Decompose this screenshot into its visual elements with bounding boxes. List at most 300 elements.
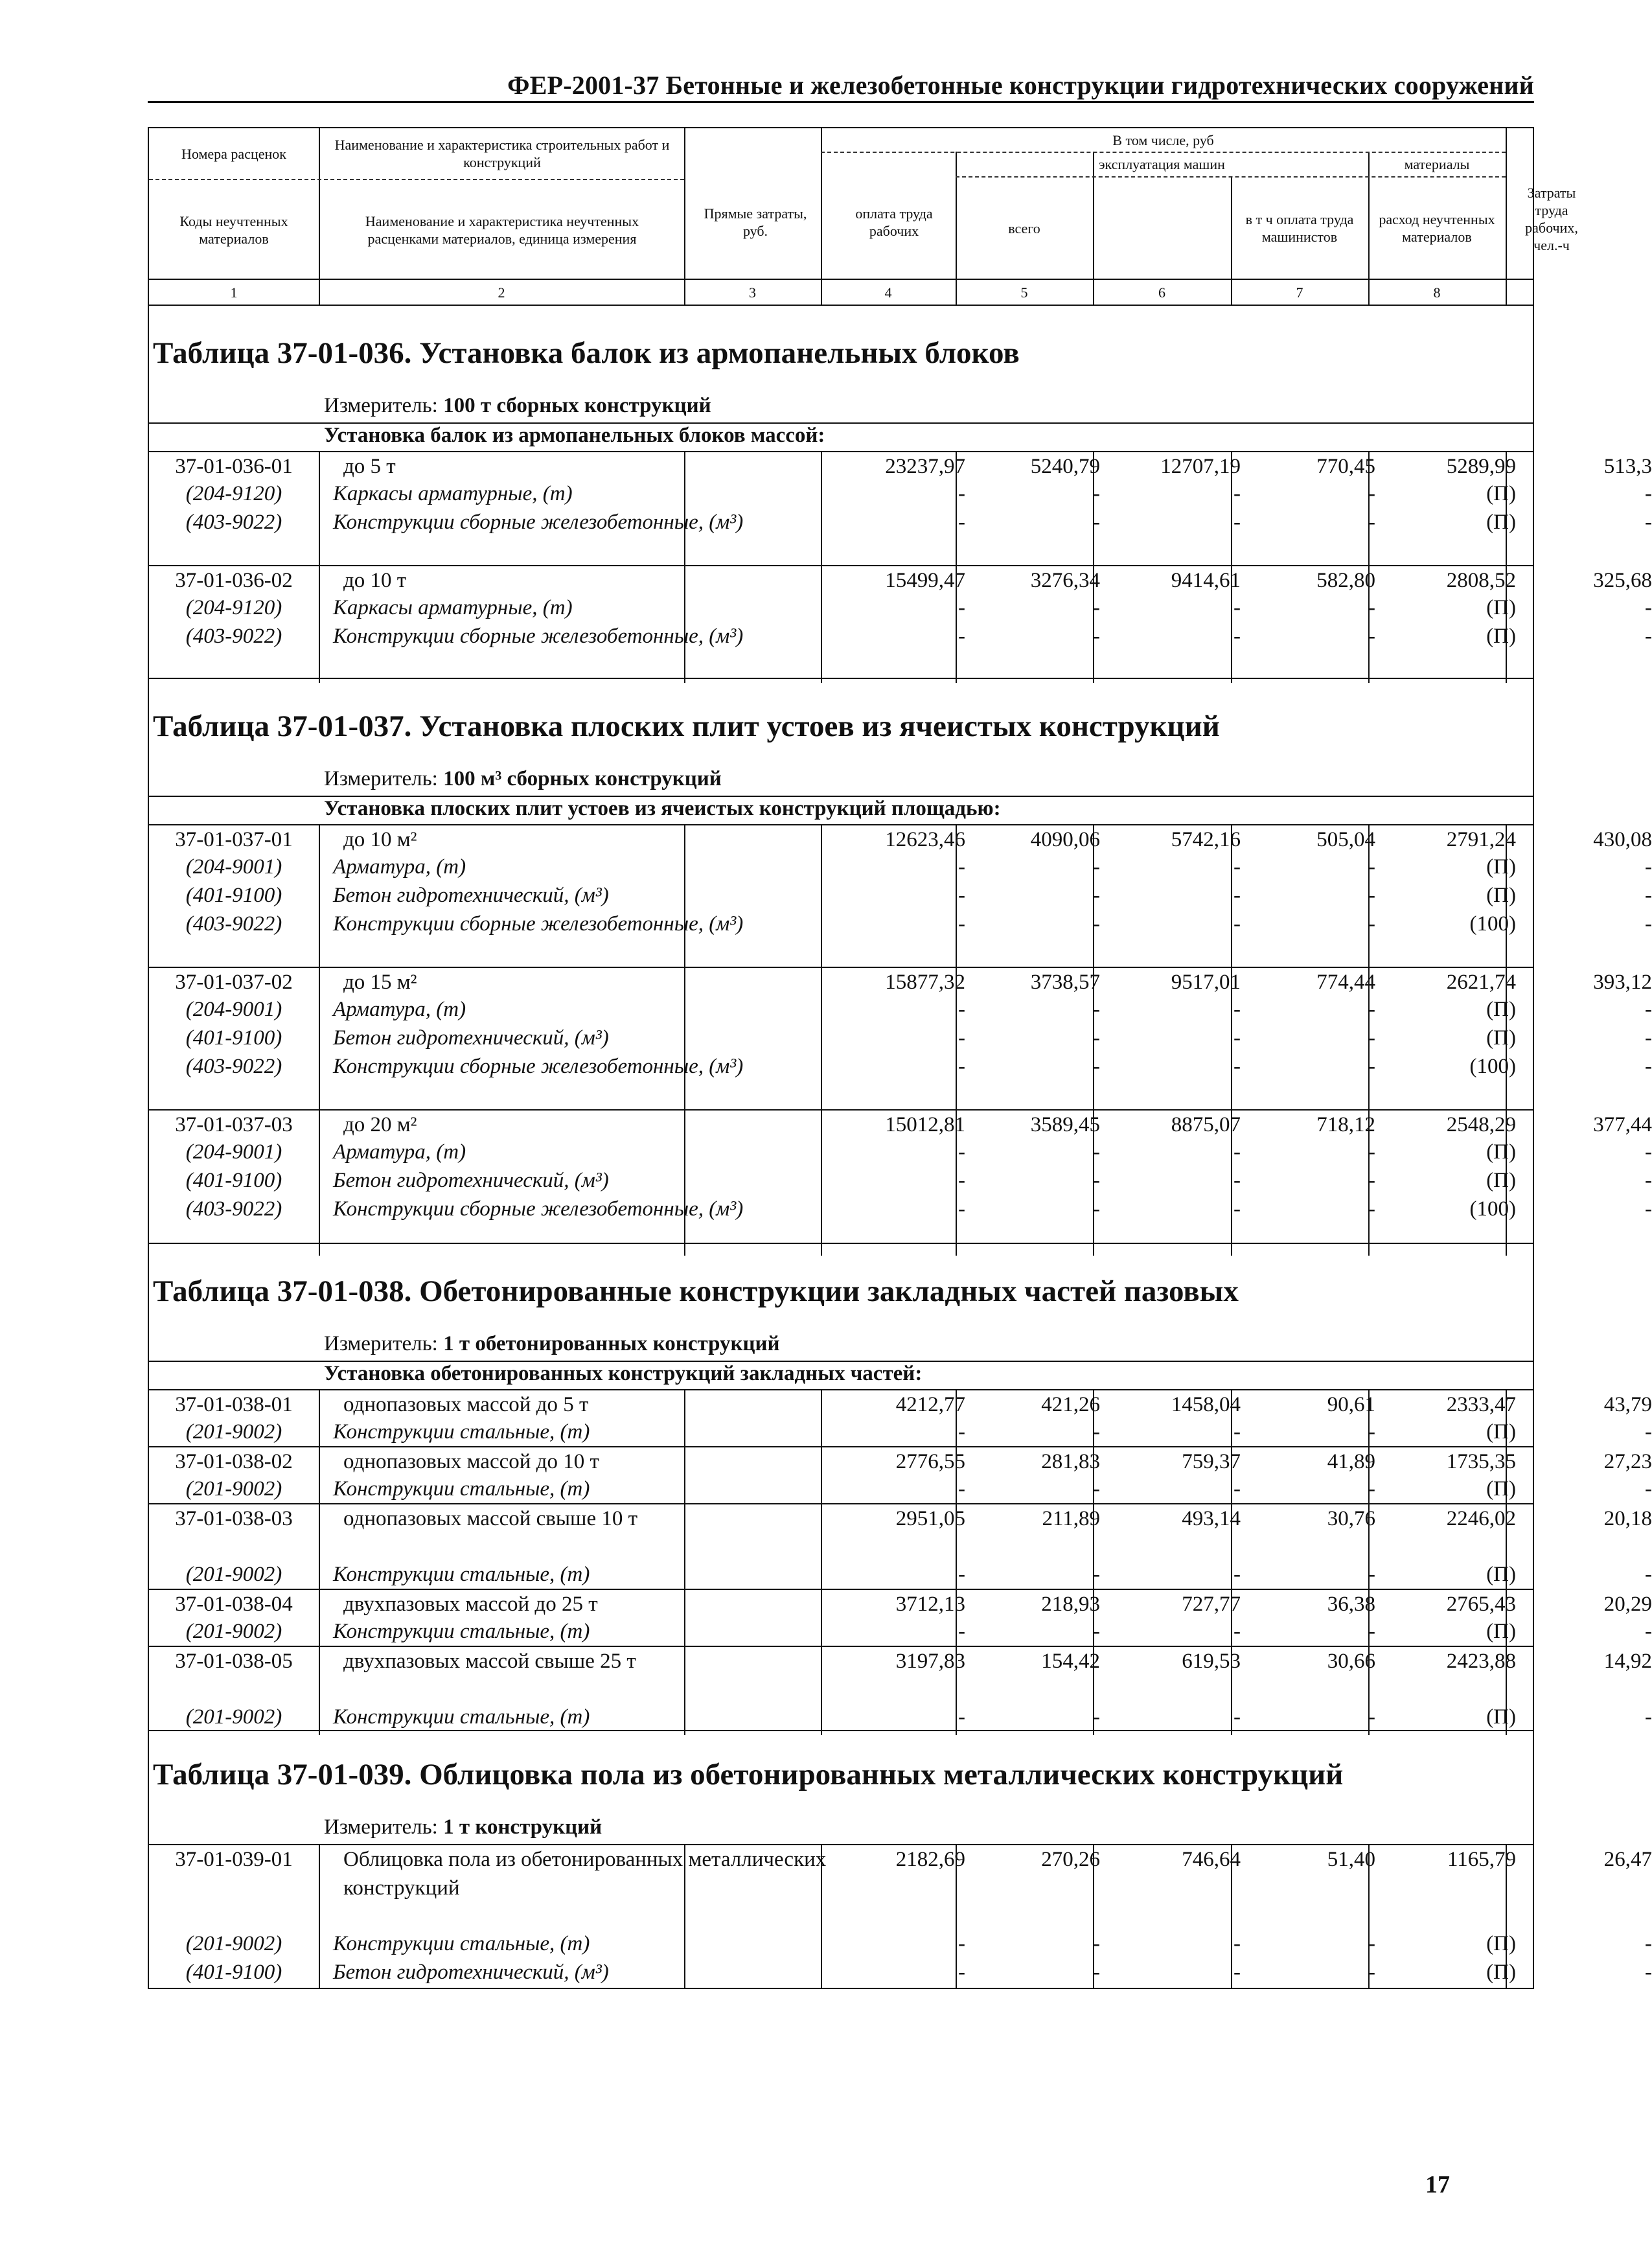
rate-row	[149, 824, 1652, 854]
material-row	[149, 1138, 1652, 1166]
table-meter	[324, 1815, 602, 1839]
value-cell: -	[1368, 511, 1375, 534]
value-cell: -	[1645, 1563, 1652, 1586]
value-cell: -	[1233, 998, 1241, 1021]
value-cell: -	[1368, 855, 1375, 879]
value-cell: -	[1233, 1197, 1241, 1221]
value-cell: (П)	[1486, 1420, 1516, 1444]
column-divider	[1093, 451, 1094, 683]
rate-code: 37-01-038-01	[175, 1393, 293, 1416]
value-cell: -	[1368, 1140, 1375, 1164]
rate-row	[149, 1589, 1652, 1618]
rate-code: 37-01-036-02	[175, 569, 293, 592]
meter-label: Измеритель:	[324, 1815, 444, 1839]
value-cell: -	[1368, 998, 1375, 1021]
section-rule	[149, 678, 1533, 679]
value-cell: (П)	[1486, 884, 1516, 907]
material-row	[149, 593, 1652, 622]
rate-row	[149, 1389, 1652, 1419]
value-cell: 211,89	[1042, 1507, 1100, 1530]
material-row	[149, 508, 1652, 565]
value-cell: -	[958, 912, 965, 936]
material-code: (201-9002)	[185, 1932, 282, 1955]
value-cell: -	[1093, 482, 1100, 505]
column-divider	[319, 1844, 320, 1988]
value-cell: 718,12	[1316, 1113, 1375, 1136]
table-title: Таблица 37-01-039. Облицовка пола из обетонированных металлических конструкций	[153, 1758, 1344, 1791]
value-cell: -	[1093, 1477, 1100, 1501]
header-labor: Затраты труда рабочих, чел.-ч	[1525, 185, 1578, 253]
value-cell: -	[1093, 1620, 1100, 1643]
material-name: Конструкции стальные, (т)	[333, 1477, 590, 1501]
material-row	[149, 1418, 1652, 1446]
value-cell: -	[958, 1197, 965, 1221]
material-row	[149, 479, 1652, 508]
value-cell: (100)	[1469, 1197, 1516, 1221]
value-cell: -	[958, 1563, 965, 1586]
value-cell: -	[1233, 884, 1241, 907]
value-cell: 1458,04	[1171, 1393, 1241, 1416]
value-cell: 582,80	[1316, 569, 1375, 592]
work-name: Облицовка пола из обетонированных металлических конструкций	[343, 1848, 827, 1900]
col-number: 1	[230, 284, 238, 301]
value-cell: -	[1368, 1620, 1375, 1643]
value-cell: 12623,46	[885, 828, 965, 851]
value-cell: -	[1233, 1140, 1241, 1164]
value-cell: -	[1645, 1932, 1652, 1955]
value-cell: -	[1093, 1961, 1100, 1984]
material-row	[149, 881, 1652, 910]
value-cell: -	[1093, 511, 1100, 534]
value-cell: -	[1093, 1932, 1100, 1955]
col-number: 6	[1158, 284, 1165, 301]
value-cell: 20,29	[1603, 1593, 1652, 1616]
value-cell: -	[958, 482, 965, 505]
value-cell: 3712,13	[895, 1593, 965, 1616]
header-workers-pay: оплата труда рабочих	[855, 205, 933, 239]
value-cell: (П)	[1486, 855, 1516, 879]
column-divider	[1231, 824, 1232, 1256]
rate-row	[149, 1503, 1652, 1561]
material-name: Бетон гидротехнический, (м³)	[333, 1169, 609, 1192]
table-title: Таблица 37-01-036. Установка балок из армопанельных блоков	[153, 336, 1020, 370]
value-cell: -	[1233, 1026, 1241, 1050]
value-cell: -	[1645, 855, 1652, 879]
value-cell: 2621,74	[1446, 971, 1516, 994]
material-name: Конструкции сборные железобетонные, (м³)	[333, 912, 744, 936]
material-code: (201-9002)	[185, 1563, 282, 1586]
value-cell: -	[1645, 1620, 1652, 1643]
value-cell: 513,3	[1603, 455, 1652, 478]
value-cell: -	[958, 1420, 965, 1444]
value-cell: (П)	[1486, 1140, 1516, 1164]
value-cell: -	[1645, 1169, 1652, 1192]
table-subheader: Установка плоских плит устоев из ячеистых конструкций площадью:	[324, 797, 1001, 820]
column-divider	[319, 1389, 320, 1735]
material-name: Конструкции сборные железобетонные, (м³)	[333, 1055, 744, 1078]
value-cell: (П)	[1486, 1477, 1516, 1501]
value-cell: 3276,34	[1030, 569, 1100, 592]
column-divider	[1231, 1844, 1232, 1988]
material-name: Каркасы арматурные, (т)	[333, 596, 573, 619]
value-cell: -	[1645, 1026, 1652, 1050]
material-row	[149, 1929, 1652, 1958]
table-meter	[324, 767, 722, 791]
value-cell: -	[1233, 1932, 1241, 1955]
value-cell: 23237,97	[885, 455, 965, 478]
value-cell: 27,23	[1603, 1450, 1652, 1473]
work-name: однопазовых массой свыше 10 т	[343, 1507, 638, 1530]
value-cell: 281,83	[1041, 1450, 1100, 1473]
material-name: Арматура, (т)	[333, 998, 466, 1021]
material-name: Конструкции сборные железобетонные, (м³)	[333, 511, 744, 534]
column-divider	[1506, 824, 1507, 1256]
material-code: (403-9022)	[185, 1055, 282, 1078]
value-cell: -	[1233, 855, 1241, 879]
value-cell: -	[1645, 625, 1652, 648]
value-cell: -	[958, 1026, 965, 1050]
value-cell: -	[1093, 998, 1100, 1021]
value-cell: 746,64	[1182, 1848, 1241, 1871]
column-divider	[956, 1389, 957, 1735]
value-cell: -	[1368, 884, 1375, 907]
value-cell: -	[1368, 1169, 1375, 1192]
value-cell: 12707,19	[1160, 455, 1241, 478]
material-code: (201-9002)	[185, 1420, 282, 1444]
value-cell: 727,77	[1182, 1593, 1241, 1616]
value-cell: -	[1093, 1169, 1100, 1192]
col-number: 2	[498, 284, 505, 301]
value-cell: -	[1093, 596, 1100, 619]
value-cell: -	[1645, 1140, 1652, 1164]
column-divider	[319, 824, 320, 1256]
value-cell: -	[958, 1961, 965, 1984]
value-cell: -	[958, 1477, 965, 1501]
value-cell: 14,92	[1603, 1650, 1652, 1673]
value-cell: -	[958, 1140, 965, 1164]
value-cell: -	[958, 998, 965, 1021]
meter-label: Измеритель:	[324, 1332, 444, 1355]
value-cell: 15499,47	[885, 569, 965, 592]
column-divider	[1506, 1389, 1507, 1735]
value-cell: -	[1093, 1140, 1100, 1164]
value-cell: -	[1368, 1197, 1375, 1221]
material-code: (201-9002)	[185, 1705, 282, 1729]
column-divider	[1506, 1844, 1507, 1988]
value-cell: (П)	[1486, 625, 1516, 648]
rate-row	[149, 967, 1652, 996]
material-code: (204-9001)	[185, 998, 282, 1021]
rate-code: 37-01-038-05	[175, 1650, 293, 1673]
value-cell: (П)	[1486, 596, 1516, 619]
column-divider	[1368, 1844, 1370, 1988]
column-divider	[1231, 451, 1232, 683]
value-cell: (П)	[1486, 482, 1516, 505]
value-cell: -	[1093, 1197, 1100, 1221]
value-cell: -	[1233, 482, 1241, 505]
column-divider	[821, 1389, 822, 1735]
meter-value: 1 т обетонированных конструкций	[443, 1332, 780, 1355]
col-number: 7	[1296, 284, 1303, 301]
material-code: (401-9100)	[185, 1961, 282, 1984]
value-cell: -	[1233, 1961, 1241, 1984]
column-divider	[1093, 1844, 1094, 1988]
value-cell: -	[958, 1055, 965, 1078]
value-cell: (П)	[1486, 1961, 1516, 1984]
material-code: (201-9002)	[185, 1620, 282, 1643]
header-machinists-pay: в т ч оплата труда машинистов	[1245, 211, 1354, 245]
value-cell: -	[1233, 625, 1241, 648]
value-cell: -	[1368, 1932, 1375, 1955]
section-rule	[149, 1243, 1533, 1244]
value-cell: -	[1093, 1563, 1100, 1586]
header-materials-use: расход неучтенных материалов	[1379, 211, 1495, 245]
value-cell: -	[1368, 596, 1375, 619]
value-cell: 3589,45	[1030, 1113, 1100, 1136]
column-divider	[684, 451, 685, 683]
value-cell: 325,68	[1593, 569, 1652, 592]
page-number: 17	[1425, 2171, 1450, 2198]
header-direct-costs: Прямые затраты, руб.	[704, 205, 807, 239]
value-cell: 2951,05	[895, 1507, 965, 1530]
meter-value: 1 т конструкций	[443, 1815, 602, 1839]
rate-table	[148, 678, 1652, 1256]
value-cell: 1165,79	[1447, 1848, 1516, 1871]
header-including: В том числе, руб	[1112, 132, 1214, 148]
value-cell: 20,18	[1603, 1507, 1652, 1530]
value-cell: -	[958, 1620, 965, 1643]
value-cell: (П)	[1486, 1563, 1516, 1586]
value-cell: -	[1093, 1420, 1100, 1444]
value-cell: 421,26	[1041, 1393, 1100, 1416]
value-cell: -	[1368, 1563, 1375, 1586]
value-cell: 30,66	[1327, 1650, 1375, 1673]
value-cell: -	[1368, 912, 1375, 936]
value-cell: 90,61	[1327, 1393, 1375, 1416]
column-divider	[684, 1389, 685, 1735]
table-title: Таблица 37-01-037. Установка плоских плит устоев из ячеистых конструкций	[153, 709, 1220, 743]
value-cell: 4090,06	[1030, 828, 1100, 851]
material-code: (403-9022)	[185, 1197, 282, 1221]
section-rule	[149, 1730, 1533, 1731]
rate-code: 37-01-037-02	[175, 971, 293, 994]
header-name-bottom: Наименование и характеристика неучтенных расценками материалов, единица измерения	[365, 213, 639, 247]
value-cell: (П)	[1486, 1932, 1516, 1955]
value-cell: -	[1368, 1705, 1375, 1729]
value-cell: 15877,32	[885, 971, 965, 994]
rate-code: 37-01-038-03	[175, 1507, 293, 1530]
value-cell: 218,93	[1041, 1593, 1100, 1616]
material-name: Бетон гидротехнический, (м³)	[333, 1961, 609, 1984]
value-cell: -	[1368, 1420, 1375, 1444]
material-name: Конструкции стальные, (т)	[333, 1563, 590, 1586]
value-cell: -	[1645, 1705, 1652, 1729]
value-cell: 2548,29	[1446, 1113, 1516, 1136]
value-cell: 36,38	[1327, 1593, 1375, 1616]
material-row	[149, 1560, 1652, 1589]
value-cell: -	[1645, 1961, 1652, 1984]
value-cell: -	[1233, 1620, 1241, 1643]
value-cell: -	[1093, 1705, 1100, 1729]
value-cell: -	[1368, 625, 1375, 648]
value-cell: 2808,52	[1446, 569, 1516, 592]
value-cell: 26,47	[1603, 1848, 1652, 1871]
value-cell: 2246,02	[1446, 1507, 1516, 1530]
rate-code: 37-01-039-01	[175, 1848, 293, 1871]
value-cell: -	[1645, 912, 1652, 936]
rate-row	[149, 451, 1652, 481]
value-cell: -	[958, 1932, 965, 1955]
material-row	[149, 1703, 1652, 1731]
value-cell: (П)	[1486, 1169, 1516, 1192]
value-cell: -	[1645, 482, 1652, 505]
material-code: (401-9100)	[185, 1026, 282, 1050]
value-cell: -	[1093, 625, 1100, 648]
value-cell: 8875,07	[1171, 1113, 1241, 1136]
value-cell: 2791,24	[1446, 828, 1516, 851]
value-cell: -	[1368, 1026, 1375, 1050]
value-cell: 619,53	[1182, 1650, 1241, 1673]
value-cell: 43,79	[1603, 1393, 1652, 1416]
value-cell: 2765,43	[1446, 1593, 1516, 1616]
column-divider	[821, 451, 822, 683]
header-codes-bottom: Коды неучтенных материалов	[179, 213, 288, 247]
rate-row	[149, 1446, 1652, 1476]
value-cell: 9517,01	[1171, 971, 1241, 994]
material-code: (204-9120)	[185, 596, 282, 619]
material-name: Конструкции сборные железобетонные, (м³)	[333, 625, 744, 648]
material-name: Конструкции стальные, (т)	[333, 1420, 590, 1444]
table-meter	[324, 394, 711, 418]
material-name: Бетон гидротехнический, (м³)	[333, 884, 609, 907]
table-title: Таблица 37-01-038. Обетонированные конструкции закладных частей пазовых	[153, 1274, 1239, 1308]
material-row	[149, 1958, 1652, 1986]
col-number: 5	[1020, 284, 1028, 301]
value-cell: -	[1233, 912, 1241, 936]
material-row	[149, 1166, 1652, 1195]
value-cell: 4212,77	[895, 1393, 965, 1416]
meter-label: Измеритель:	[324, 394, 444, 417]
value-cell: 270,26	[1041, 1848, 1100, 1871]
material-name: Конструкции стальные, (т)	[333, 1620, 590, 1643]
material-code: (204-9001)	[185, 1140, 282, 1164]
value-cell: -	[1233, 1477, 1241, 1501]
value-cell: -	[1368, 1055, 1375, 1078]
column-divider	[956, 451, 957, 683]
value-cell: -	[1645, 998, 1652, 1021]
value-cell: -	[1233, 1055, 1241, 1078]
value-cell: -	[1233, 596, 1241, 619]
header-rule	[149, 179, 684, 180]
work-name: до 20 м²	[343, 1113, 417, 1136]
value-cell: -	[1368, 1961, 1375, 1984]
value-cell: -	[1645, 511, 1652, 534]
material-row	[149, 1475, 1652, 1503]
value-cell: 154,42	[1041, 1650, 1100, 1673]
value-cell: -	[1093, 855, 1100, 879]
rate-code: 37-01-038-04	[175, 1593, 293, 1616]
material-name: Конструкции сборные железобетонные, (м³)	[333, 1197, 744, 1221]
value-cell: (П)	[1486, 998, 1516, 1021]
meter-value: 100 м³ сборных конструкций	[443, 767, 722, 790]
value-cell: -	[1093, 884, 1100, 907]
value-cell: -	[1233, 1169, 1241, 1192]
rate-table	[148, 1730, 1652, 1989]
value-cell: 505,04	[1316, 828, 1375, 851]
value-cell: -	[1645, 1055, 1652, 1078]
title-rule	[148, 101, 1534, 103]
value-cell: -	[1368, 482, 1375, 505]
rate-row	[149, 1646, 1652, 1704]
material-row	[149, 995, 1652, 1024]
work-name: двухпазовых массой свыше 25 т	[343, 1650, 636, 1673]
value-cell: 430,08	[1593, 828, 1652, 851]
header-name-top: Наименование и характеристика строительных работ и конструкций	[334, 137, 670, 170]
section-rule	[149, 305, 1533, 306]
material-name: Бетон гидротехнический, (м³)	[333, 1026, 609, 1050]
work-name: двухпазовых массой до 25 т	[343, 1593, 598, 1616]
material-row	[149, 910, 1652, 967]
value-cell: -	[1093, 912, 1100, 936]
work-name: однопазовых массой до 5 т	[343, 1393, 589, 1416]
rate-code: 37-01-038-02	[175, 1450, 293, 1473]
table-subheader: Установка балок из армопанельных блоков массой:	[324, 424, 825, 447]
material-code: (204-9120)	[185, 482, 282, 505]
header-materials: материалы	[1404, 155, 1470, 172]
value-cell: 41,89	[1327, 1450, 1375, 1473]
value-cell: 5742,16	[1171, 828, 1241, 851]
work-name: до 10 м²	[343, 828, 417, 851]
rate-table	[148, 305, 1652, 683]
value-cell: -	[1093, 1026, 1100, 1050]
column-divider	[684, 824, 685, 1256]
material-name: Арматура, (т)	[333, 855, 466, 879]
material-row	[149, 853, 1652, 881]
value-cell: (100)	[1469, 1055, 1516, 1078]
column-divider	[956, 1844, 957, 1988]
material-row	[149, 1617, 1652, 1646]
value-cell: 393,12	[1593, 971, 1652, 994]
value-cell: -	[958, 625, 965, 648]
column-divider	[956, 824, 957, 1256]
col-number: 8	[1433, 284, 1441, 301]
value-cell: -	[1368, 1477, 1375, 1501]
column-header	[148, 127, 1578, 306]
rate-code: 37-01-037-01	[175, 828, 293, 851]
work-name: до 15 м²	[343, 971, 417, 994]
value-cell: 759,37	[1182, 1450, 1241, 1473]
value-cell: (П)	[1486, 1026, 1516, 1050]
value-cell: -	[1093, 1055, 1100, 1078]
value-cell: -	[958, 596, 965, 619]
value-cell: 30,76	[1327, 1507, 1375, 1530]
value-cell: (100)	[1469, 912, 1516, 936]
column-divider	[1506, 451, 1507, 683]
header-codes-top: Номера расценок	[181, 145, 286, 162]
header-machines: эксплуатация машин	[1099, 155, 1225, 172]
value-cell: 5240,79	[1030, 455, 1100, 478]
value-cell: -	[1233, 1705, 1241, 1729]
column-divider	[684, 1844, 685, 1988]
value-cell: -	[1233, 511, 1241, 534]
value-cell: 2423,88	[1446, 1650, 1516, 1673]
material-name: Конструкции стальные, (т)	[333, 1705, 590, 1729]
column-divider	[821, 824, 822, 1256]
rate-code: 37-01-036-01	[175, 455, 293, 478]
value-cell: 493,14	[1182, 1507, 1241, 1530]
column-divider	[1093, 824, 1094, 1256]
value-cell: -	[958, 1705, 965, 1729]
